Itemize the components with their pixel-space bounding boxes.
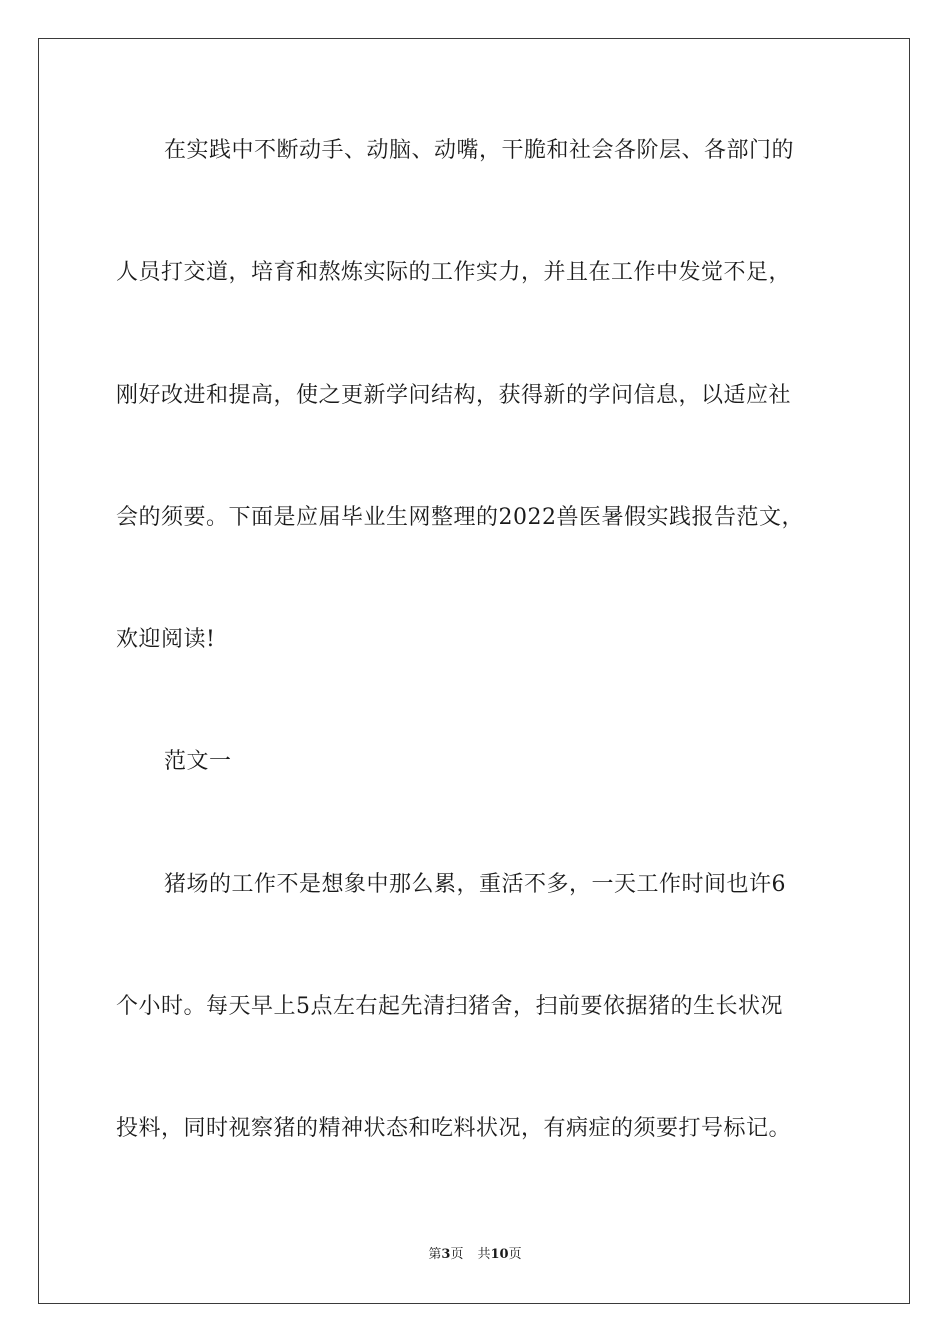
total-suffix: 页 <box>508 1247 522 1262</box>
paragraph-1-line-1: 在实践中不断动手、动脑、动嘴，干脆和社会各阶层、各部门的 <box>164 138 795 163</box>
total-pages: 10 <box>490 1247 509 1262</box>
page-number: 3 <box>441 1247 451 1262</box>
paragraph-1-line-3: 刚好改进和提高，使之更新学问结构，获得新的学问信息，以适应社 <box>116 383 792 408</box>
paragraph-1-line-2: 人员打交道，培育和熬炼实际的工作实力，并且在工作中发觉不足， <box>116 260 792 285</box>
paragraph-2-line-2: 个小时。每天早上5点左右起先清扫猪舍，扫前要依据猪的生长状况 <box>116 994 783 1019</box>
paragraph-1-line-4: 会的须要。下面是应届毕业生网整理的2022兽医暑假实践报告范文， <box>116 505 804 530</box>
paragraph-1-line-5: 欢迎阅读! <box>116 627 216 652</box>
paragraph-2-line-3: 投料，同时视察猪的精神状态和吃料状况，有病症的须要打号标记。 <box>116 1116 792 1141</box>
page-footer <box>0 1246 950 1264</box>
total-prefix: 共 <box>477 1247 491 1262</box>
page-prefix: 第 <box>428 1247 442 1262</box>
paragraph-2-line-1: 猪场的工作不是想象中那么累，重活不多，一天工作时间也许6 <box>164 872 786 897</box>
page-suffix: 页 <box>450 1247 464 1262</box>
section-heading: 范文一 <box>164 749 232 774</box>
